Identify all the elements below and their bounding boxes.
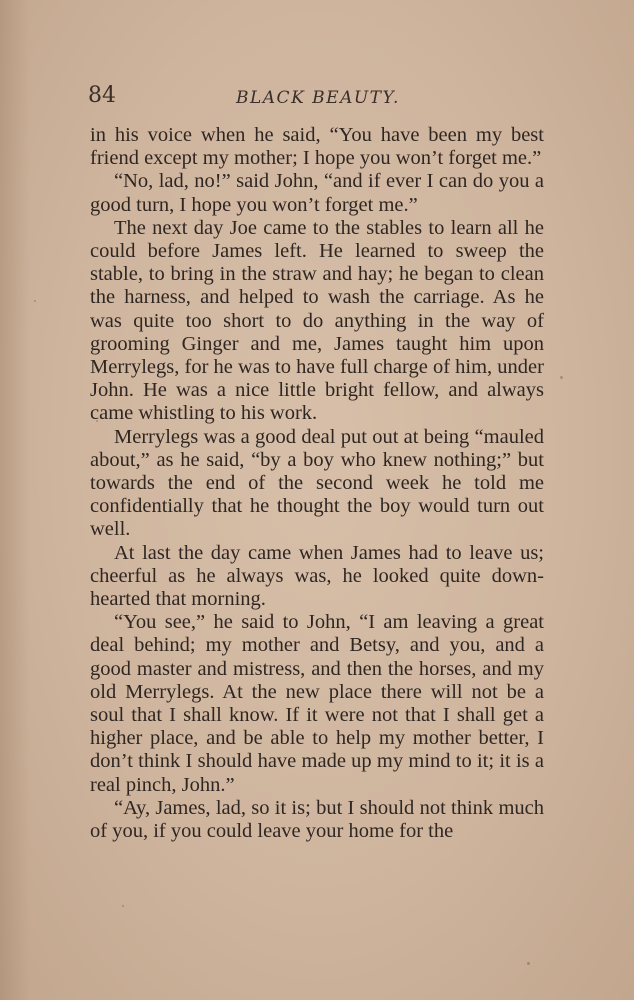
paper-speck — [34, 300, 36, 302]
paragraph: in his voice when he said, “You have been my best friend except my mother; I hope you won’t forget me.” — [90, 124, 544, 170]
paragraph: “No, lad, no!” said John, “and if ever I can do you a good turn, I hope you won’t forget me.” — [90, 170, 544, 216]
paragraph: “You see,” he said to John, “I am leaving a great deal behind; my mother and Betsy, and you, and a good master and mistress, and then the horses, and my old Merrylegs. At the new place there will not be a soul that I shall know. If it were not that I shall get a higher place, and be able to help my mother better, I don’t think I should have made up my mind to it; it is a real pinch, John.” — [90, 611, 544, 796]
paragraph: “Ay, James, lad, so it is; but I should not think much of you, if you could leave your home for the — [90, 796, 544, 843]
page-number: 84 — [88, 83, 116, 108]
paragraph: The next day Joe came to the stables to learn all he could before James left. He learned to sweep the stable, to bring in the straw and hay; he began to clean the harness, and helped to wash the carriage. As he was quite too short to do anything in the way of grooming Ginger and me, James taught him upon Merrylegs, for he was to have full charge of him, under John. He was a nice little bright fellow, and always came whistling to his work. — [90, 216, 544, 425]
book-title: BLACK BEAUTY. — [236, 88, 400, 108]
paragraph: At last the day came when James had to leave us; cheerful as he always was, he looked quite down-hearted that morning. — [90, 541, 544, 611]
paper-speck — [96, 420, 98, 422]
body-text — [90, 124, 544, 843]
paper-speck — [560, 376, 563, 379]
running-head — [88, 80, 546, 112]
paper-speck — [527, 962, 530, 965]
paper-speck — [122, 905, 124, 907]
paragraph: Merrylegs was a good deal put out at being “mauled about,” as he said, “by a boy who knew nothing;” but towards the end of the second week he told me confidentially that he thought the boy would turn out well. — [90, 425, 544, 541]
